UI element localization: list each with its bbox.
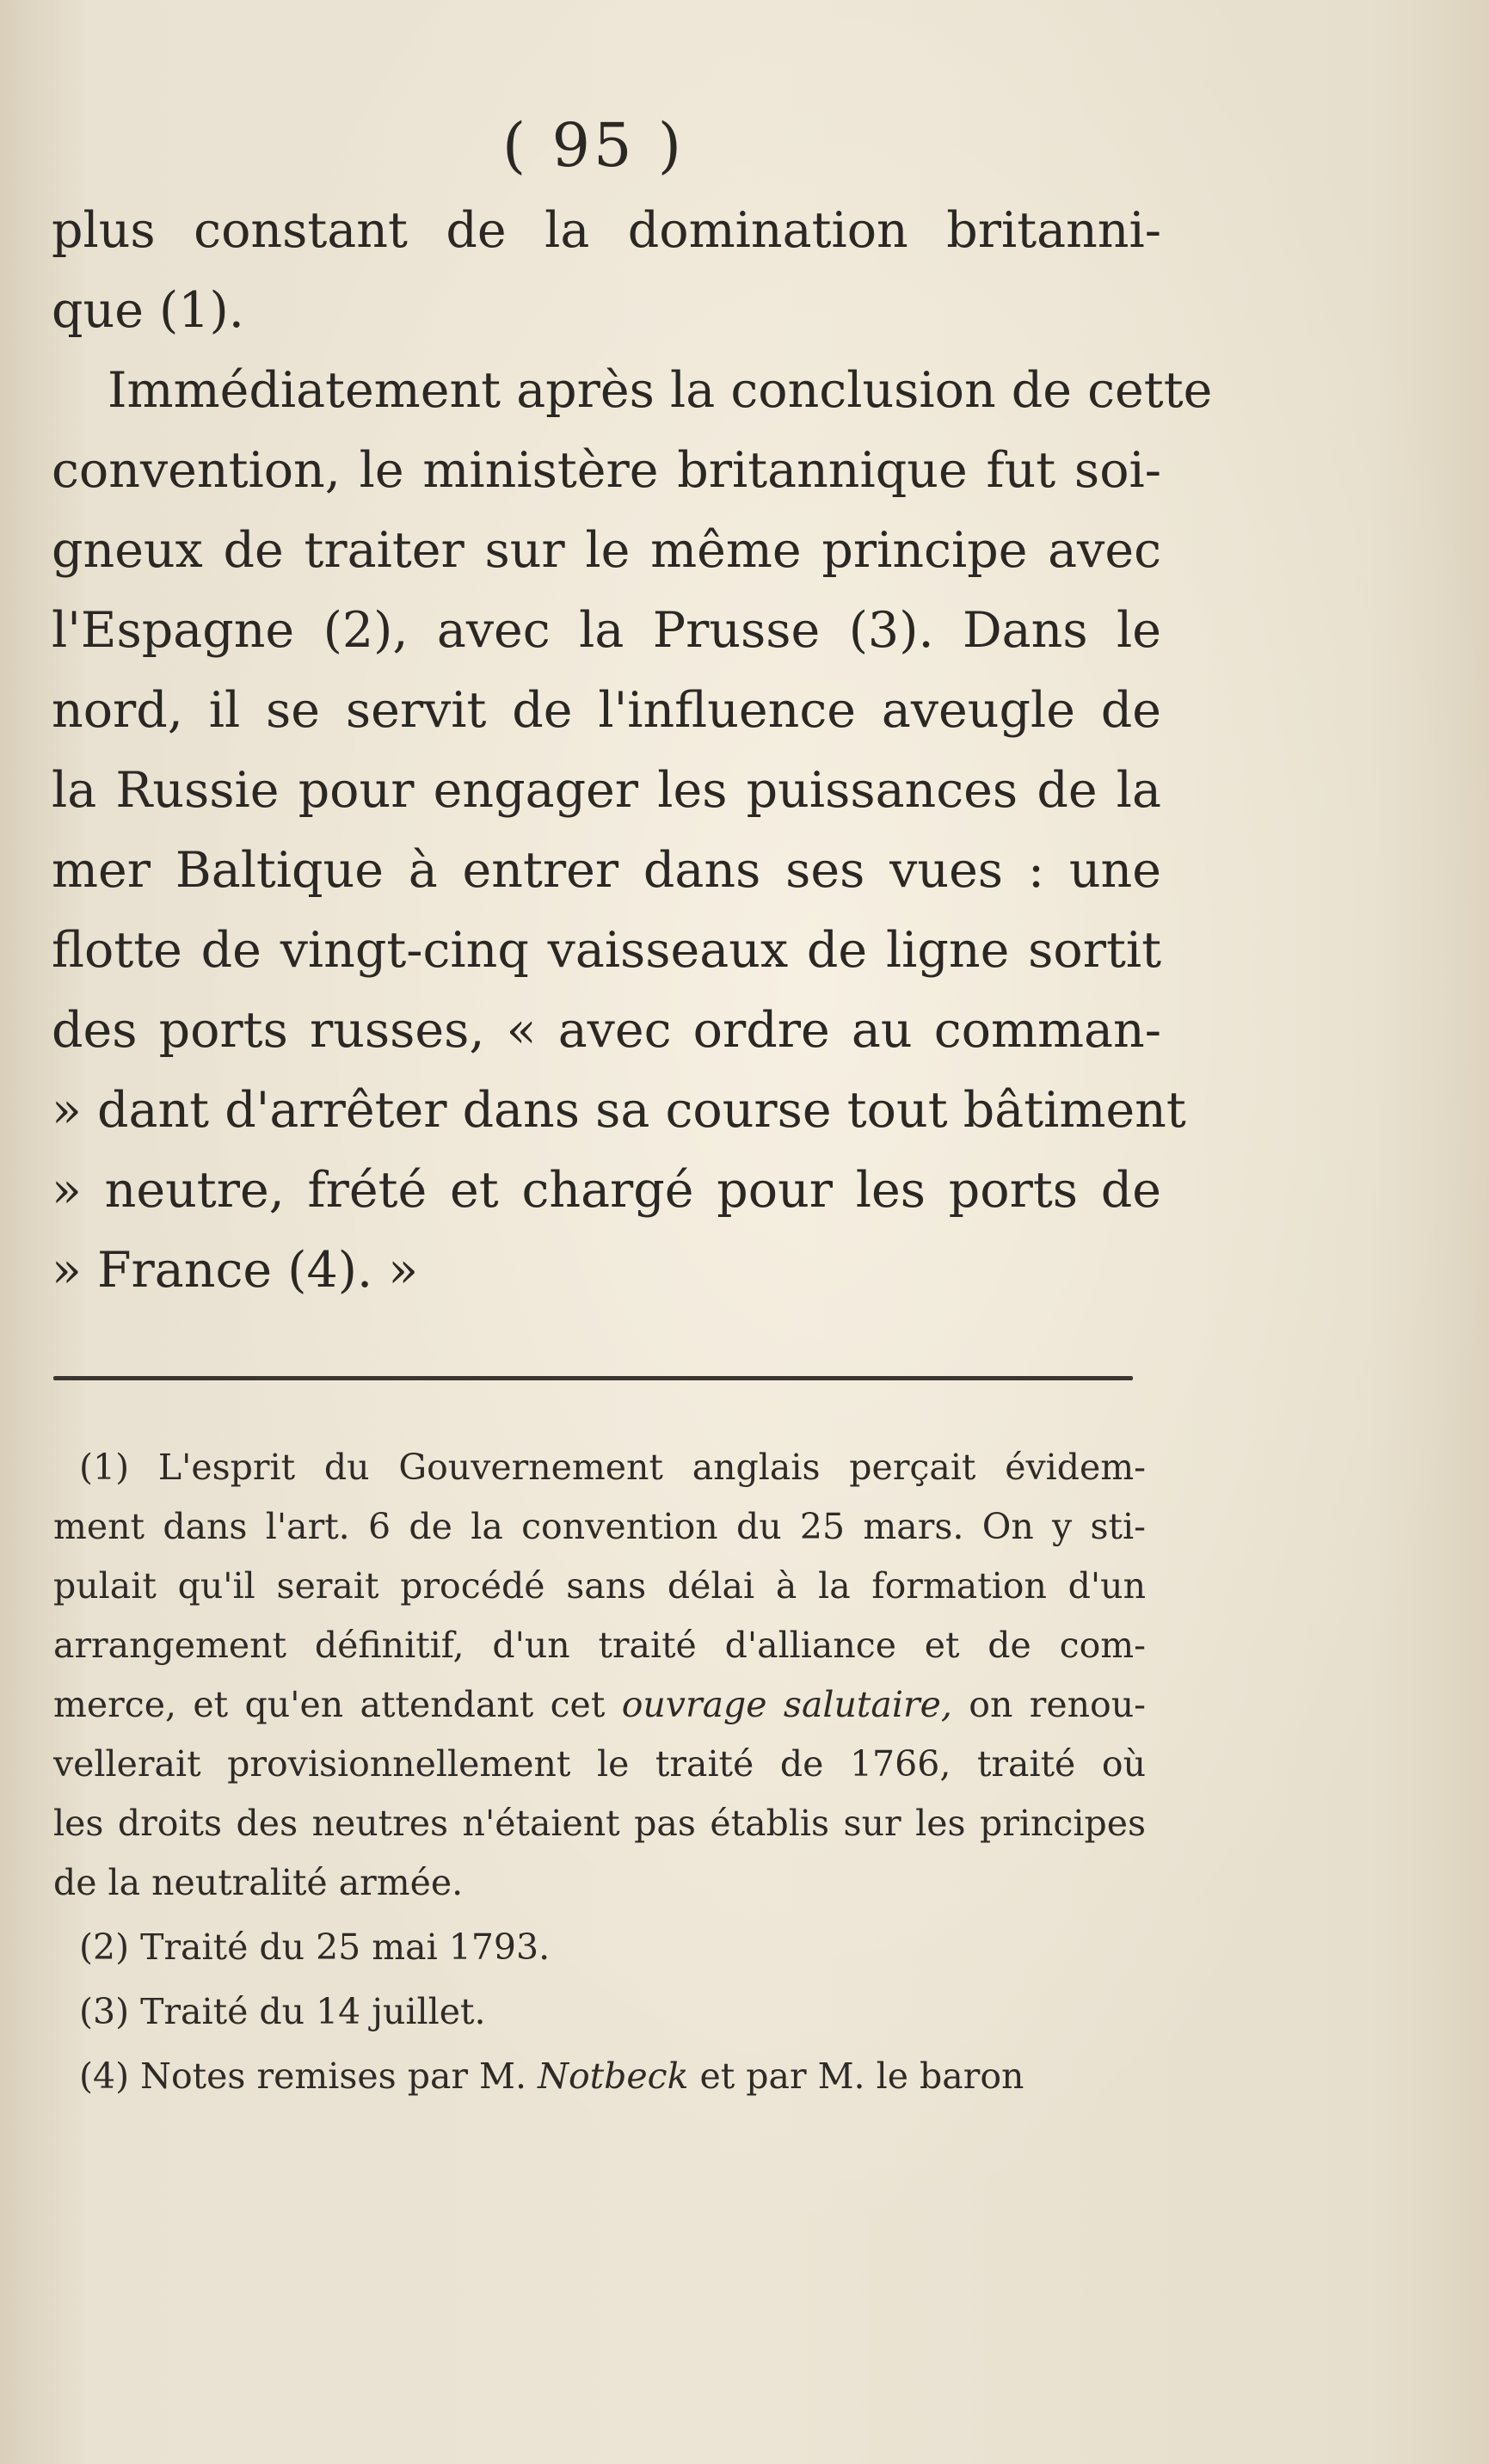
body-line: plus constant de la domination britanni-	[52, 202, 1161, 259]
footnote-1-line: arrangement définitif, d'un traité d'alliance et de com-	[53, 1625, 1146, 1666]
footnote-4	[53, 2047, 1146, 2106]
footnote-1-line: de la neutralité armée.	[53, 1862, 464, 1903]
footnote-1-line: ment dans l'art. 6 de la convention du 25 mars. On y sti-	[53, 1506, 1146, 1547]
footnote-4-text: et par M. le baron	[688, 2055, 1024, 2097]
body-line: » France (4). »	[52, 1242, 419, 1299]
page-number: ( 95 )	[501, 110, 686, 181]
footnote-1-italic-text: ouvrage salutaire,	[621, 1684, 952, 1725]
body-line: nord, il se servit de l'influence aveugle de	[52, 682, 1161, 739]
body-line: gneux de traiter sur le même principe avec	[52, 522, 1161, 579]
footnote-separator-rule	[53, 1376, 1133, 1380]
footnote-1-text: on renou-	[951, 1684, 1146, 1725]
body-line: » dant d'arrêter dans sa course tout bâtiment	[52, 1082, 1186, 1139]
body-text	[52, 191, 1213, 1311]
body-line: convention, le ministère britannique fut soi-	[52, 442, 1161, 499]
body-line: flotte de vingt-cinq vaisseaux de ligne sortit	[52, 922, 1161, 979]
body-line: » neutre, frété et chargé pour les ports de	[52, 1162, 1161, 1219]
footnote-4-text: (4) Notes remises par M.	[79, 2055, 538, 2097]
body-line: l'Espagne (2), avec la Prusse (3). Dans le	[52, 602, 1161, 659]
body-line: Immédiatement après la conclusion de cette	[108, 362, 1213, 419]
footnote-1-line: (1) L'esprit du Gouvernement anglais perçait évidem-	[79, 1447, 1146, 1488]
footnote-3: (3) Traité du 14 juillet.	[79, 1991, 486, 2032]
footnote-1-line: pulait qu'il serait procédé sans délai à la formation d'un	[53, 1565, 1146, 1607]
footnote-4-italic-name: Notbeck	[538, 2055, 689, 2097]
body-line: des ports russes, « avec ordre au comman-	[52, 1002, 1161, 1059]
footnote-1-line	[53, 1675, 1146, 1735]
body-line: mer Baltique à entrer dans ses vues : une	[52, 842, 1161, 899]
footnotes	[53, 1438, 1146, 2106]
footnote-2: (2) Traité du 25 mai 1793.	[79, 1926, 551, 1968]
body-line: la Russie pour engager les puissances de la	[52, 762, 1161, 819]
footnote-1-text: merce, et qu'en attendant cet	[53, 1684, 622, 1725]
footnote-1-line: vellerait provisionnellement le traité de 1766, traité où	[53, 1743, 1146, 1785]
body-line: que (1).	[52, 282, 244, 339]
footnote-1-line: les droits des neutres n'étaient pas établis sur les principes	[53, 1803, 1146, 1844]
